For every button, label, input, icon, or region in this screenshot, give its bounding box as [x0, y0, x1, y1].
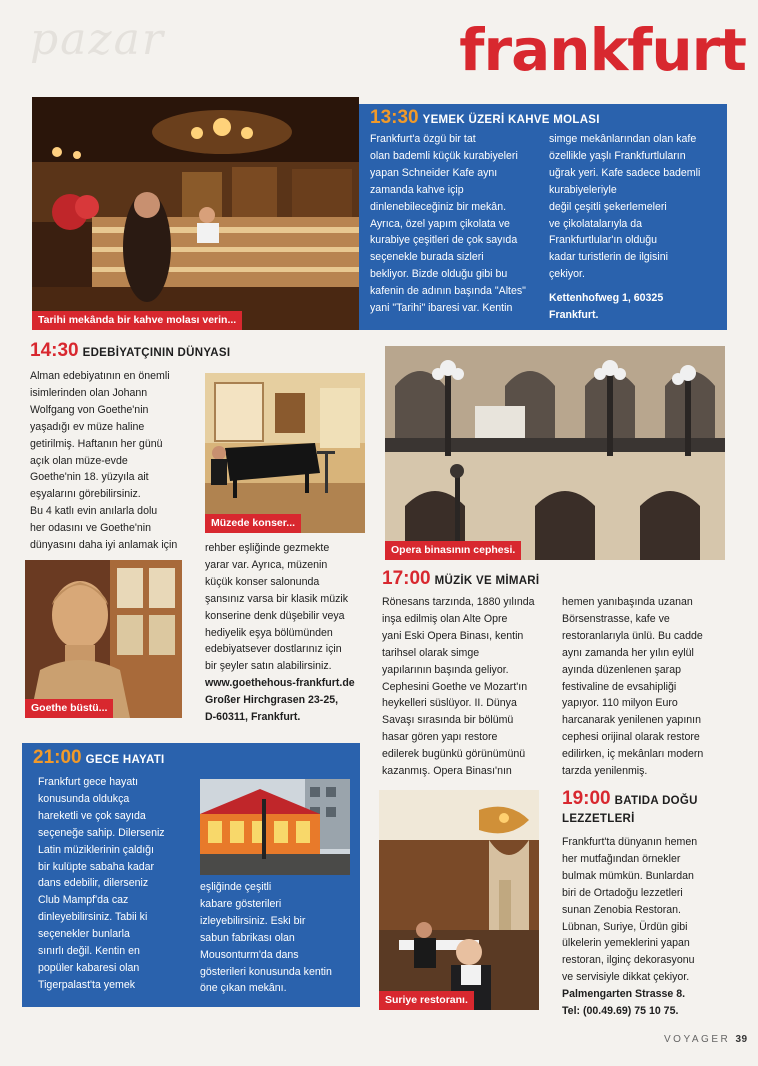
body-text-column-1: Frankfurt gece hayatı konusunda oldukça hareketli ve çok sayıda seçeneğe sahip. Dilerseniz Latin müziklerinin çaldığı bir kulüpte sabaha kadar dans edebilir, dilerseniz Club Mampf'da caz dinleyebilirsiniz. Tabii ki seçenekler bunlarla sınırlı değil. Kentin en popüler kabaresi olan Tigerpalast'ta yemek	[38, 776, 165, 991]
photo-caption: Goethe büstü...	[25, 699, 113, 718]
cafe-photo	[32, 97, 359, 330]
opera-building-photo	[385, 346, 725, 560]
section-heading	[30, 340, 230, 364]
body-text-column-1: Rönesans tarzında, 1880 yılında inşa edilmiş olan Alte Opre yani Eski Opera Binası, kentin tarihsel olarak simge yapılarının başında geliyor. Cephesini Goethe ve Mozart'ın heykelleri süslüyor. II. Dünya Savaşı sırasında bir bölümü hasar gören yapı restore edilerek bugünkü görünümünü kazanmış. Opera Binası'nın	[382, 596, 535, 778]
section-time: 21:00	[33, 747, 82, 768]
section-heading	[562, 788, 752, 832]
address: Kettenhofweg 1, 60325 Frankfurt.	[549, 292, 664, 321]
page-number: 39	[735, 1034, 748, 1045]
section-heading	[33, 747, 165, 771]
photo-caption: Müzede konser...	[205, 514, 301, 533]
photo-caption: Opera binasının cephesi.	[385, 541, 521, 560]
photo-caption: Suriye restoranı.	[379, 991, 474, 1010]
section-time: 17:00	[382, 568, 431, 589]
concert-photo	[205, 373, 365, 533]
section-title: MÜZİK VE MİMARİ	[434, 575, 540, 587]
section-title: GECE HAYATI	[85, 754, 165, 766]
section-title: YEMEK ÜZERİ KAHVE MOLASI	[422, 114, 600, 126]
section-heading	[382, 568, 539, 592]
body-text-column-2: hemen yanıbaşında uzanan Börsenstrasse, kafe ve restoranlarıyla ünlü. Bu cadde aynı zamanda her yılın eylül ayında düzenlenen şarap festivaline de evsahipliği yapıyor. 110 milyon Euro harcanarak yenilenen yapının cephesi orijinal olarak restore edilirken, iç mekânları modern tarzda yenilenmiş.	[562, 596, 704, 778]
page-footer	[664, 1034, 748, 1045]
body-text-column-2: simge mekânlarından olan kafe özellikle yaşlı Frankfurtluların uğrak yeri. Kafe sadece bademli kurabiyeleriyle değil çeşitli şekerlemeleri ve çikolatalarıyla da Frankfurtlular'ın olduğu kadar turistlerin de ilgisini çekiyor.	[549, 133, 701, 281]
section-title: BATIDA DOĞU	[614, 795, 698, 807]
background-watermark-text: pazar	[30, 14, 165, 65]
body-text-column-1: Frankfurt'a özgü bir tat olan bademli küçük kurabiyeleri yapan Schneider Kafe aynı zamanda kahve içip dinlenebileceğiniz bir mekân. Ayrıca, özel yapım çikolata ve kurabiye çeşitleri de çok sayıda seçenekle burada sizleri bekliyor. Bizde olduğu gibi bu kafenin de adının başında "Altes" yani "Tarihi" ibaresi var. Kentin	[370, 133, 526, 315]
body-text: Frankfurt'ta dünyanın hemen her mutfağından örnekler bulmak mümkün. Bunlardan biri de Ortadoğu lezzetleri sunan Zenobia Restoran. Lübnan, Suriye, Ürdün gibi ülkelerin yemeklerini yapan restoran, ilginç dekorasyonu ve servisiyle dikkat çekiyor.	[562, 836, 698, 984]
goethe-bust-photo	[25, 560, 182, 718]
nightlife-photo	[200, 779, 350, 875]
coffee-section	[359, 104, 727, 330]
section-heading	[370, 107, 600, 131]
body-text-column-2: eşliğinde çeşitli kabare gösterileri izleyebilirsiniz. Eski bir sabun fabrikası olan Mousonturm'da dans gösterileri konusunda kentin öne çıkan mekânı.	[200, 881, 332, 995]
section-time: 19:00	[562, 788, 611, 809]
page-title: frankfurt	[459, 16, 746, 84]
section-time: 14:30	[30, 340, 79, 361]
section-title-line-2: LEZZETLERİ	[562, 813, 635, 825]
body-text-column-1: Alman edebiyatının en önemli isimlerinden olan Johann Wolfgang von Goethe'nin yaşadığı ev müze haline getirilmiş. Haftanın her günü açık olan müze-evde Goethe'nin 18. yüzyıla ait eşyalarını görebilirsiniz. Bu 4 katlı evin anılarla dolu her odasını ve Goethe'nin dünyasını daha iyi anlamak için	[30, 370, 178, 552]
restaurant-photo	[379, 790, 539, 1010]
body-text-column-2: rehber eşliğinde gezmekte yarar var. Ayrıca, müzenin küçük konser salonunda şansınız varsa bir klasik müzik konserine denk düşebilir veya hediyelik eşya bölümünden edebiyatsever dostlarınız için bir şeyler satın alabilirsiniz.	[205, 542, 349, 673]
section-title: EDEBİYATÇININ DÜNYASI	[82, 347, 231, 359]
photo-caption: Tarihi mekânda bir kahve molası verin...	[32, 311, 242, 330]
section-time: 13:30	[370, 107, 419, 128]
address: Palmengarten Strasse 8. Tel: (00.49.69) 75 10 75.	[562, 988, 686, 1017]
footer-brand: VOYAGER	[664, 1034, 731, 1045]
address: www.goethehous-frankfurt.de Großer Hirchgrasen 23-25, D-60311, Frankfurt.	[205, 677, 355, 723]
nightlife-section	[22, 743, 360, 1007]
